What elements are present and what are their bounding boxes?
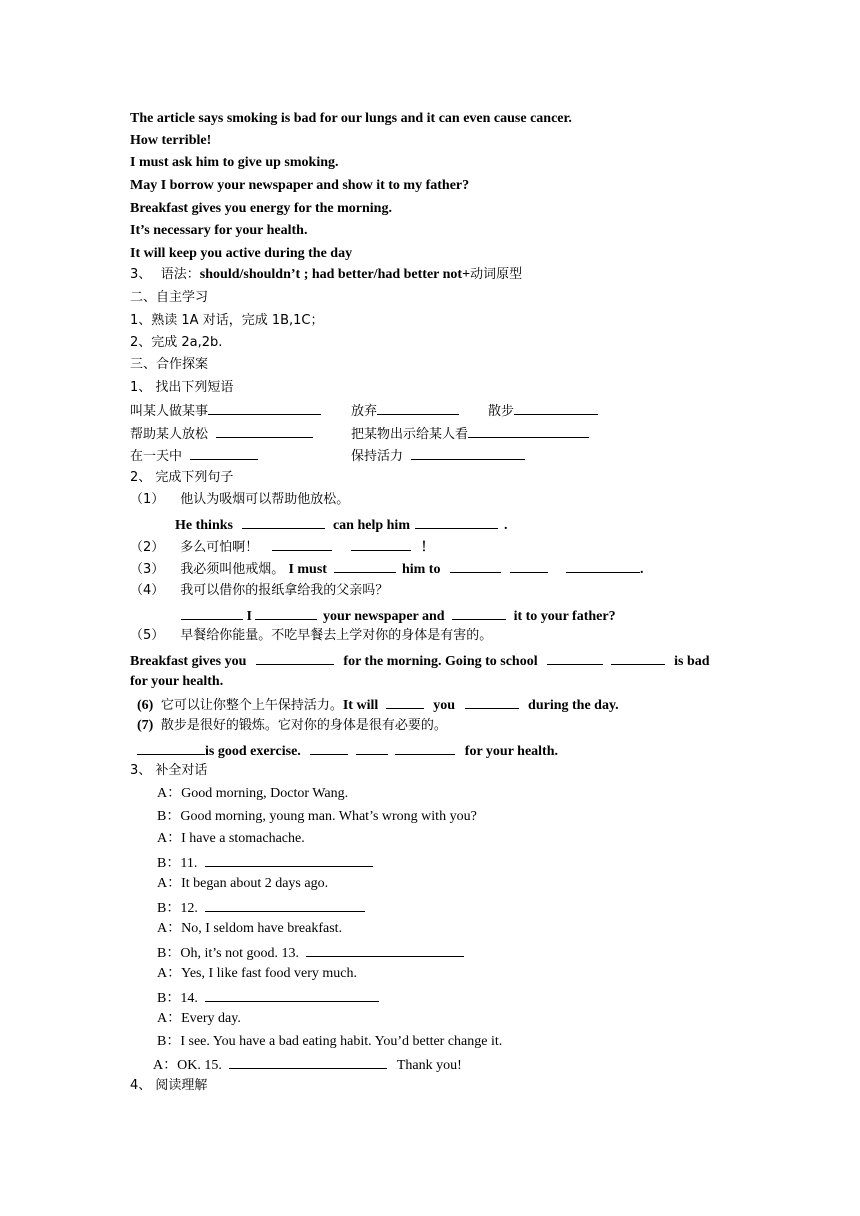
s7-blank-3[interactable] <box>356 741 388 755</box>
s6-num: (6) <box>137 698 154 713</box>
dialogue-line-4 <box>157 853 373 871</box>
intro-sentence-3: I must ask him to give up smoking. <box>130 155 339 170</box>
dialogue-text: Every day. <box>181 1011 241 1026</box>
s4-num: （4） <box>130 583 165 598</box>
q2-title: 2、 完成下列句子 <box>130 470 234 485</box>
s3-blank-3[interactable] <box>510 559 548 573</box>
dialogue-blank-14[interactable] <box>205 988 379 1002</box>
phrase-7-blank[interactable] <box>411 446 525 460</box>
s6-part-b: you <box>433 698 456 713</box>
dialogue-blank-11[interactable] <box>205 853 373 867</box>
dialogue-text: Yes, I like fast food very much. <box>181 966 358 981</box>
s1-en <box>175 515 507 533</box>
dialogue-text: OK. 15. <box>177 1058 222 1073</box>
speaker: A： <box>157 786 182 801</box>
phrase-3-blank[interactable] <box>514 401 598 415</box>
phrase-6-blank[interactable] <box>190 446 258 460</box>
s6-blank-1[interactable] <box>386 695 424 709</box>
s5-blank-1[interactable] <box>256 651 334 665</box>
s2-blank-1[interactable] <box>272 537 332 551</box>
dialogue-line-7 <box>157 920 342 938</box>
dialogue-line-13 <box>153 1055 462 1073</box>
s5-cn <box>130 627 492 645</box>
grammar-tail: 动词原型 <box>470 267 523 282</box>
speaker: A： <box>153 1058 178 1073</box>
s7-blank-1[interactable] <box>137 741 205 755</box>
s4-cn <box>130 582 388 600</box>
dialogue-line-11 <box>157 1010 241 1028</box>
s6-line <box>137 695 619 713</box>
s4-en <box>181 606 616 624</box>
dialogue-text: I see. You have a bad eating habit. You’d better change it. <box>180 1034 503 1049</box>
s2-blank-2[interactable] <box>351 537 411 551</box>
dialogue-line-5 <box>157 875 328 893</box>
s5-blank-3[interactable] <box>611 651 665 665</box>
dialogue-text: Oh, it’s not good. 13. <box>180 946 299 961</box>
s7-num: (7) <box>137 718 154 733</box>
s4-chinese: 我可以借你的报纸拿给我的父亲吗？ <box>180 583 389 598</box>
dialogue-text: I have a stomachache. <box>181 831 305 846</box>
s7-blank-2[interactable] <box>310 741 348 755</box>
speaker: B： <box>157 1034 181 1049</box>
s4-blank-3[interactable] <box>452 606 506 620</box>
s4-part-c: it to your father? <box>513 609 616 624</box>
s5-part-a: Breakfast gives you <box>130 654 247 669</box>
dialogue-text: It began about 2 days ago. <box>181 876 329 891</box>
section3-title: 三、合作探案 <box>130 357 209 372</box>
s3-part-a: I must <box>288 562 327 577</box>
s7-cn <box>137 717 447 735</box>
speaker: B： <box>157 809 181 824</box>
intro-sentence-7: It will keep you active during the day <box>130 246 353 261</box>
s3-part-c: . <box>639 562 644 577</box>
phrase-2-blank[interactable] <box>377 401 459 415</box>
dialogue-text: 14. <box>180 991 198 1006</box>
phrase-2: 放弃 <box>351 404 378 419</box>
s3-chinese: 我必须叫他戒烟。 <box>180 562 285 577</box>
s2-num: （2） <box>130 540 165 555</box>
speaker: B： <box>157 856 181 871</box>
speaker: B： <box>157 901 181 916</box>
phrase-4-blank[interactable] <box>216 424 313 438</box>
section2-item2: 2、完成 2a,2b. <box>130 335 223 350</box>
s7-en <box>137 741 558 759</box>
dialogue-text: No, I seldom have breakfast. <box>181 921 343 936</box>
speaker: B： <box>157 991 181 1006</box>
q1-title: 1、 找出下列短语 <box>130 380 234 395</box>
phrase-5: 把某物出示给某人看 <box>351 427 469 442</box>
s1-part-c: . <box>503 518 508 533</box>
q4-title: 4、 阅读理解 <box>130 1078 208 1093</box>
dialogue-text: 12. <box>180 901 198 916</box>
speaker: A： <box>157 1011 182 1026</box>
s2-end: ！ <box>420 540 434 555</box>
s7-part-a: is good exercise. <box>205 744 301 759</box>
s7-chinese: 散步是很好的锻炼。它对你的身体是很有必要的。 <box>160 718 447 733</box>
s5-part-c: is bad <box>674 654 710 669</box>
section2-title: 二、自主学习 <box>130 290 209 305</box>
s1-cn <box>130 491 349 509</box>
grammar-line <box>130 266 522 284</box>
grammar-label: 语法： <box>160 267 200 282</box>
s2-chinese: 多么可怕啊！ <box>180 540 259 555</box>
s5-blank-2[interactable] <box>547 651 603 665</box>
s5-en-1 <box>130 651 710 669</box>
s7-part-b: for your health. <box>464 744 558 759</box>
s3-num: （3） <box>130 562 165 577</box>
speaker: B： <box>157 946 181 961</box>
s6-part-c: during the day. <box>528 698 619 713</box>
phrase-7-line <box>351 446 525 464</box>
dialogue-blank-13[interactable] <box>306 943 464 957</box>
s5-num: （5） <box>130 628 165 643</box>
phrase-2-line <box>351 401 459 419</box>
s4-blank-2[interactable] <box>255 606 317 620</box>
s4-part-b: your newspaper and <box>322 609 445 624</box>
intro-sentence-2: How terrible! <box>130 133 212 148</box>
dialogue-line-8 <box>157 943 464 961</box>
s4-part-a: I <box>246 609 252 624</box>
s1-part-b: can help him <box>332 518 410 533</box>
s4-blank-1[interactable] <box>181 606 243 620</box>
s5-en-2: for your health. <box>130 674 224 689</box>
intro-sentence-6: It’s necessary for your health. <box>130 223 308 238</box>
phrase-3: 散步 <box>488 404 515 419</box>
s3-blank-2[interactable] <box>450 559 501 573</box>
dialogue-blank-12[interactable] <box>205 898 365 912</box>
dialogue-line-2 <box>157 808 477 826</box>
dialogue-text: Good morning, young man. What’s wrong with you? <box>180 809 477 824</box>
dialogue-tail: Thank you! <box>396 1058 462 1073</box>
s6-part-a: It will <box>342 698 379 713</box>
s3-blank-1[interactable] <box>334 559 396 573</box>
phrase-5-line <box>351 424 589 442</box>
intro-sentence-1: The article says smoking is bad for our lungs and it can even cause cancer. <box>130 111 572 126</box>
s3-blank-4[interactable] <box>566 559 640 573</box>
s1-blank-2[interactable] <box>415 515 498 529</box>
intro-sentence-4: May I borrow your newspaper and show it to my father? <box>130 178 470 193</box>
s5-chinese: 早餐给你能量。不吃早餐去上学对你的身体是有害的。 <box>180 628 493 643</box>
dialogue-line-6 <box>157 898 365 916</box>
phrase-3-line <box>488 401 598 419</box>
phrase-1: 叫某人做某事 <box>130 404 209 419</box>
speaker: A： <box>157 921 182 936</box>
phrase-5-blank[interactable] <box>468 424 589 438</box>
section2-item1: 1、熟读 1A 对话，完成 1B,1C； <box>130 313 324 328</box>
grammar-num: 3、 <box>130 267 152 282</box>
phrase-row-3 <box>130 446 258 464</box>
q3-title: 3、 补全对话 <box>130 763 208 778</box>
phrase-6: 在一天中 <box>130 449 183 464</box>
s3-line <box>130 559 643 577</box>
s1-chinese: 他认为吸烟可以帮助他放松。 <box>180 492 350 507</box>
s3-part-b: him to <box>401 562 441 577</box>
s1-blank-1[interactable] <box>242 515 325 529</box>
phrase-row-2 <box>130 424 313 442</box>
phrase-7: 保持活力 <box>351 449 404 464</box>
s6-blank-2[interactable] <box>465 695 519 709</box>
dialogue-line-3 <box>157 830 305 848</box>
dialogue-text: Good morning, Doctor Wang. <box>181 786 349 801</box>
s1-part-a: He thinks <box>175 518 233 533</box>
dialogue-line-10 <box>157 988 379 1006</box>
s1-num: （1） <box>130 492 165 507</box>
phrase-row-1 <box>130 401 321 419</box>
dialogue-text: 11. <box>180 856 198 871</box>
phrase-1-blank[interactable] <box>208 401 321 415</box>
grammar-text: should/shouldn’t ; had better/had better not+ <box>199 267 471 282</box>
speaker: A： <box>157 876 182 891</box>
s2-line <box>130 537 434 555</box>
dialogue-line-9 <box>157 965 357 983</box>
s6-chinese: 它可以让你整个上午保持活力。 <box>160 698 343 713</box>
s5-part-b: for the morning. Going to school <box>343 654 538 669</box>
intro-sentence-5: Breakfast gives you energy for the morning. <box>130 201 392 216</box>
s7-blank-4[interactable] <box>395 741 455 755</box>
dialogue-blank-15[interactable] <box>229 1055 387 1069</box>
speaker: A： <box>157 831 182 846</box>
dialogue-line-1 <box>157 785 348 803</box>
phrase-4: 帮助某人放松 <box>130 427 209 442</box>
speaker: A： <box>157 966 182 981</box>
dialogue-line-12 <box>157 1033 502 1051</box>
